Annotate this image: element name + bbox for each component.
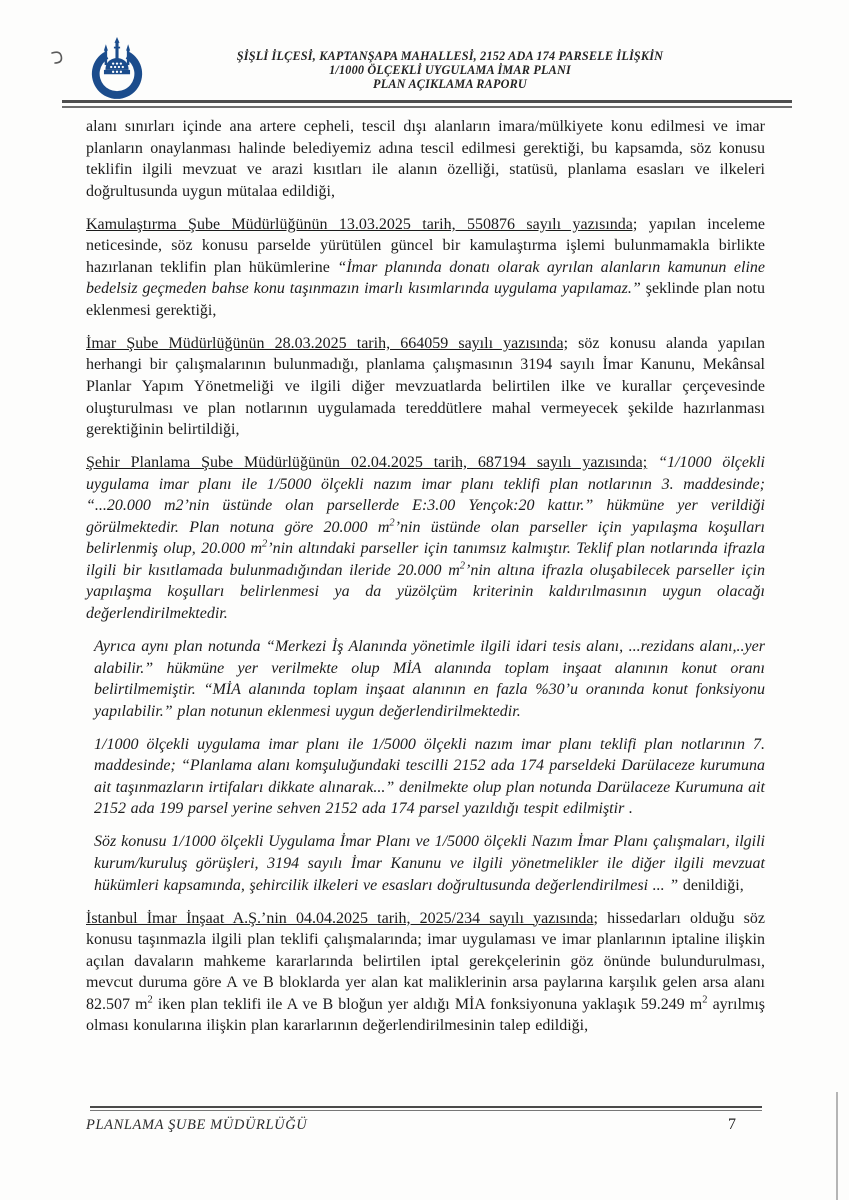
text-run: 2 bbox=[262, 539, 268, 551]
text-run: İmar Şube Müdürlüğünün 28.03.2025 tarih, 664059 sayılı yazısında; bbox=[86, 334, 569, 352]
text-run: ayrılmış olması konularına ilişkin plan kararlarının değerlendirilmesinin talep edildiği, bbox=[86, 995, 766, 1035]
text-run: 2 bbox=[147, 994, 153, 1006]
text-run: denildiği, bbox=[678, 876, 744, 894]
paragraph bbox=[86, 636, 765, 722]
report-title-line-2: 1/1000 ÖLÇEKLİ UYGULAMA İMAR PLANI bbox=[329, 62, 571, 77]
text-run: şeklinde plan notu eklenmesi gerektiği, bbox=[86, 280, 766, 319]
text-run: İstanbul İmar İnşaat A.Ş.’nin 04.04.2025 tarih, 2025/234 sayılı yazısında; bbox=[86, 909, 598, 927]
paragraph bbox=[86, 831, 765, 896]
paragraph bbox=[86, 333, 765, 441]
text-run: Söz konusu 1/1000 ölçekli Uygulama İmar Planı ve 1/5000 ölçekli Nazım İmar Planı çalışmaları, ilgili kurum/kuruluş görüşleri, 3194 sayılı İmar Kanunu ve ilgili yönetmelikler ile diğer ilgili mevzuat hükümleri kapsamında, şehircilik ilkeleri ve esasları doğrultusunda değerlendirilmesi ... ” bbox=[94, 833, 765, 894]
text-run: yapılan inceleme neticesinde, söz konusu parselde yürütülen güncel bir kamulaştırma işlemi bulunmamakla birlikte hazırlanan teklifin plan hükümlerine bbox=[86, 215, 765, 276]
text-run: Kamulaştırma Şube Müdürlüğünün 13.03.2025 tarih, 550876 sayılı yazısında; bbox=[86, 215, 638, 233]
text-run: iken plan teklifi ile A ve B bloğun yer aldığı MİA fonksiyonuna yaklaşık 59.249 m bbox=[152, 995, 703, 1013]
text-run: 1/1000 ölçekli uygulama imar planı ile 1/5000 ölçekli nazım imar planı teklifi plan notlarının 7. maddesinde; “Planlama alanı komşuluğundaki tescilli 2152 ada 174 parseldeki Darülaceze kurumuna ait taşınmazların irtifaları dikkate alınarak...” denilmekte olup plan notunda Darülaceze Kurumuna ait 2152 ada 199 parsel yerine sehven 2152 ada 174 parsel yazıldığı tespit edilmiştir . bbox=[94, 735, 765, 818]
footer bbox=[86, 1116, 736, 1134]
text-run: 2 bbox=[389, 517, 395, 529]
paragraph bbox=[86, 734, 765, 820]
paragraph bbox=[86, 116, 765, 202]
text-run: Ayrıca aynı plan notunda “Merkezi İş Alanında yönetimle ilgili idari tesis alanı, ...rezidans alanı,..yer alabilir.” hükmüne yer verilmekte olup MİA alanında toplam inşaat alanının konut oranı belirtilmemiştir. “MİA alanında toplam inşaat alanının en fazla %30’u oranında konut fonksiyonu yapılabilir.” plan notunun eklenmesi uygun değerlendirilmektedir. bbox=[94, 638, 765, 720]
header-divider-line bbox=[62, 100, 792, 108]
report-title-line-3: PLAN AÇIKLAMA RAPORU bbox=[373, 76, 527, 91]
paragraph bbox=[86, 452, 765, 624]
report-title bbox=[130, 50, 770, 91]
text-run: ’nin üstünde olan parseller için yapılaşma koşulları belirlenmiş olup, 20.000 m bbox=[86, 518, 765, 558]
footer-divider-line bbox=[90, 1106, 762, 1111]
text-run: söz konusu alanda yapılan herhangi bir çalışmalarının bulunmadığı, planlama çalışmasının 3194 sayılı İmar Kanunu, Mekânsal Planlar Yapım Yönetmeliği ve ilgili diğer mevzuatlarda belirtilen ilke ve kurallar çerçevesinde oluşturulması ve plan notlarının uygulamada tereddütlere mahal vermeyecek şekilde hazırlanması gerektiğinin belirtildiği, bbox=[86, 334, 765, 439]
report-title-line-1: ŞİŞLİ İLÇESİ, KAPTANŞAPA MAHALLESİ, 2152 ADA 174 PARSELE İLİŞKİN bbox=[236, 49, 664, 63]
footer-department-label: PLANLAMA ŞUBE MÜDÜRLÜĞÜ bbox=[86, 1117, 308, 1133]
paragraph bbox=[86, 908, 765, 1037]
text-run: “İmar planında donatı olarak ayrılan alanların kamunun eline bedelsiz geçmeden bahse konu taşınmazın imarlı kısımlarında uygulama yapılamaz.” bbox=[86, 258, 766, 298]
text-run: 2 bbox=[459, 560, 466, 572]
text-run: 2 bbox=[702, 994, 708, 1006]
text-run: Şehir Planlama Şube Müdürlüğünün 02.04.2025 tarih, 687194 sayılı yazısında; bbox=[86, 454, 648, 472]
text-run: ’nin altına ifrazla oluşabilecek parseller için yapılaşma koşulları belirlenmesi ya da yüzölçüm kriterinin kaldırılmasının uygun olacağı değerlendirilmektedir. bbox=[86, 561, 765, 622]
pen-mark-artifact bbox=[50, 50, 66, 68]
text-run: “1/1000 ölçekli uygulama imar planı ile 1/5000 ölçekli nazım imar planı teklifi plan notlarının 3. maddesinde; “...20.000 m2’nin üstünde olan parsellerde E:3.00 Yençok:20 kattır.” hükmüne yer verildiği görülmektedir. Plan notuna göre 20.000 m bbox=[86, 454, 765, 536]
page-number: 7 bbox=[728, 1116, 736, 1133]
text-run: ’nin altındaki parseller için tanımsız kalmıştır. Teklif plan notlarında ifrazla ilgili bir kısıtlamada bulunmadığından ileride 20.000 m bbox=[86, 540, 765, 579]
paragraph bbox=[86, 214, 765, 322]
document-body bbox=[86, 116, 765, 1048]
text-run: alanı sınırları içinde ana artere cepheli, tescil dışı alanların imara/mülkiyete konu edilmesi ve imar planların onaylanması halinde belediyemiz adına tescil edilmesi gerektiği, bu kapsamda, söz konusu teklifin ilgili mevzuat ve arazi kısıtları ile alanın özelliği, statüsü, planlama esasları ve ilkeleri doğrultusunda uygun mütalaa edildiği, bbox=[86, 118, 765, 200]
text-run: hissedarları olduğu söz konusu taşınmazla ilgili plan teklifi çalışmalarında; imar uygulaması ve imar planlarının iptaline ilişkin açılan davaların mahkeme kararlarında belirtilen iptal gerekçelerinin göz önünde bulundurulması, mevcut duruma göre A ve B bloklarda yer alan kat maliklerinin arsa paylarına karşılık gelen arsa alanı 82.507 m bbox=[86, 909, 765, 1013]
scan-edge-artifact bbox=[836, 1092, 838, 1200]
